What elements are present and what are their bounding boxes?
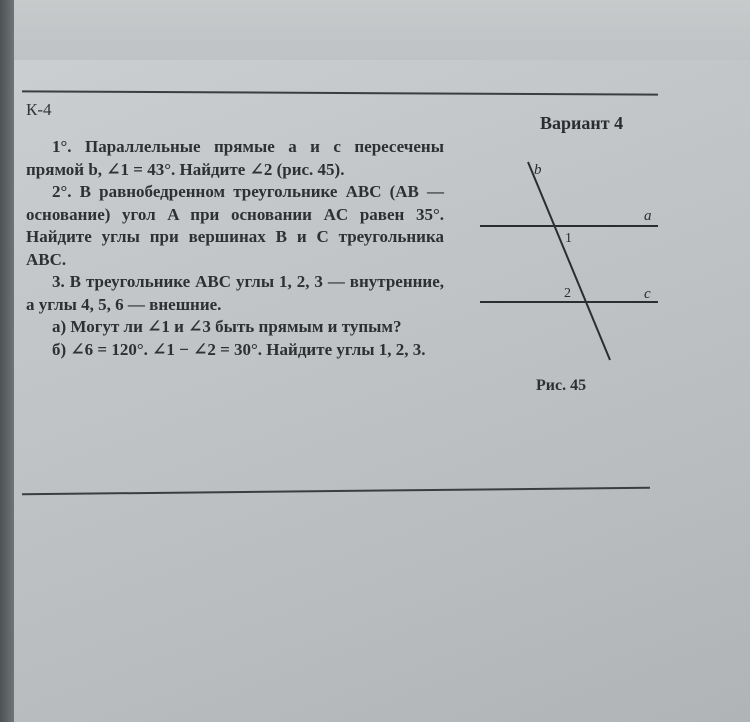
label-b: b bbox=[534, 162, 542, 178]
worksheet-code: К-4 bbox=[26, 100, 52, 119]
problems-text bbox=[26, 136, 444, 361]
figure-caption: Рис. 45 bbox=[536, 377, 587, 394]
label-angle-1: 1 bbox=[565, 231, 572, 246]
label-angle-2: 2 bbox=[564, 286, 571, 301]
problem-3a: а) Могут ли ∠1 и ∠3 быть прямым и тупым? bbox=[52, 317, 402, 336]
problem-1: 1°. Параллельные прямые a и c пересечены прямой b, ∠1 = 43°. Найдите ∠2 (рис. 45). bbox=[26, 137, 444, 179]
line-b bbox=[528, 162, 610, 360]
top-strip bbox=[14, 0, 750, 60]
label-c: c bbox=[644, 286, 651, 302]
label-a: a bbox=[644, 208, 652, 224]
figure-45 bbox=[470, 158, 670, 370]
problem-2: 2°. В равнобедренном треугольнике ABC (AB — основание) угол A при основании AC равен 35°. Найдите углы при вершинах B и C треугольника ABC. bbox=[26, 182, 444, 269]
problem-3b: б) ∠6 = 120°. ∠1 − ∠2 = 30°. Найдите углы 1, 2, 3. bbox=[52, 339, 426, 359]
variant-title: Вариант 4 bbox=[540, 113, 624, 133]
problem-3-intro: 3. В треугольнике ABC углы 1, 2, 3 — внутренние, а углы 4, 5, 6 — внешние. bbox=[26, 272, 444, 314]
